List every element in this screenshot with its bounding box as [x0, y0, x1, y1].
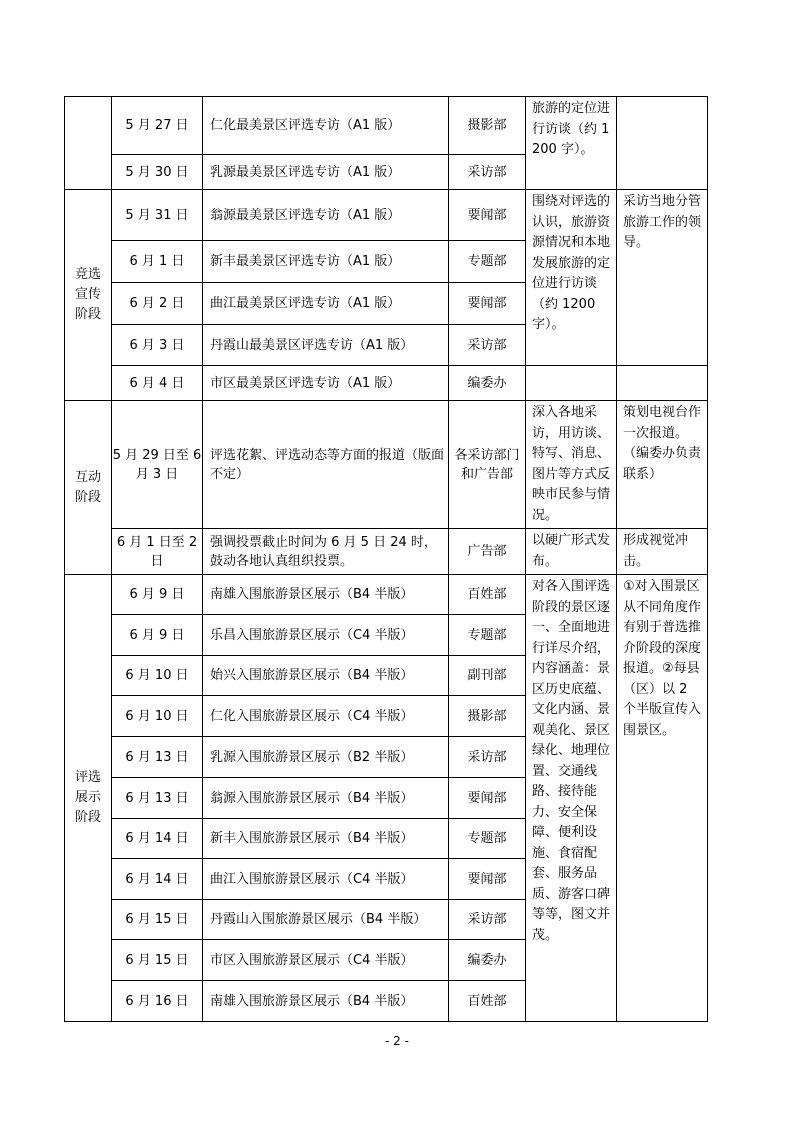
- description-cell: 旅游的定位进行访谈（约 1200 字）。: [526, 97, 617, 190]
- note-cell: [617, 97, 708, 190]
- content-cell: 曲江最美景区评选专访（A1 版）: [203, 283, 449, 325]
- date-cell: 6 月 9 日: [112, 615, 203, 656]
- content-cell: 仁化入围旅游景区展示（C4 半版）: [203, 696, 449, 737]
- dept-cell: 副刊部: [449, 656, 526, 696]
- date-cell: 6 月 4 日: [112, 366, 203, 401]
- content-cell: 翁源最美景区评选专访（A1 版）: [203, 190, 449, 241]
- content-cell: 翁源入围旅游景区展示（B4 半版）: [203, 778, 449, 819]
- description-cell: 以硬广形式发布。: [526, 529, 617, 575]
- schedule-table: [64, 96, 708, 1022]
- content-cell: 新丰入围旅游景区展示（B4 半版）: [203, 819, 449, 859]
- date-cell: 6 月 3 日: [112, 325, 203, 366]
- page-number: - 2 -: [385, 1034, 409, 1048]
- date-cell: 6 月 10 日: [112, 696, 203, 737]
- dept-cell: 采访部: [449, 900, 526, 940]
- dept-cell: 要闻部: [449, 283, 526, 325]
- content-cell: 强调投票截止时间为 6 月 5 日 24 时，鼓动各地认真组织投票。: [203, 529, 449, 575]
- content-cell: 曲江入围旅游景区展示（C4 半版）: [203, 859, 449, 900]
- dept-cell: 广告部: [449, 529, 526, 575]
- description-cell: 对各入围评选阶段的景区逐一、全面地进行详尽介绍，内容涵盖：景区历史底蕴、文化内涵、景观美化、景区绿化、地理位置、交通线路、接待能力、安全保障、便利设施、食宿配套、服务品质、游客口碑等等，图文并茂。: [526, 575, 617, 1022]
- content-cell: 仁化最美景区评选专访（A1 版）: [203, 97, 449, 155]
- dept-cell: 编委办: [449, 366, 526, 401]
- stage-cell: 评选展示阶段: [65, 575, 112, 1022]
- dept-cell: 采访部: [449, 737, 526, 778]
- dept-cell: 要闻部: [449, 190, 526, 241]
- date-cell: 5 月 27 日: [112, 97, 203, 155]
- date-cell: 6 月 10 日: [112, 656, 203, 696]
- stage-cell: 竞选宣传阶段: [65, 190, 112, 401]
- table-row: [65, 366, 708, 401]
- dept-cell: 百姓部: [449, 575, 526, 615]
- dept-cell: 摄影部: [449, 97, 526, 155]
- table-row: [65, 190, 708, 241]
- content-cell: 乳源入围旅游景区展示（B2 半版）: [203, 737, 449, 778]
- date-cell: 6 月 13 日: [112, 778, 203, 819]
- date-cell: 6 月 15 日: [112, 940, 203, 981]
- note-cell: 形成视觉冲击。: [617, 529, 708, 575]
- dept-cell: 要闻部: [449, 859, 526, 900]
- content-cell: 市区最美景区评选专访（A1 版）: [203, 366, 449, 401]
- stage-cell: [65, 97, 112, 190]
- content-cell: 市区入围旅游景区展示（C4 半版）: [203, 940, 449, 981]
- dept-cell: 采访部: [449, 325, 526, 366]
- table-row: [65, 575, 708, 615]
- date-cell: 6 月 1 日: [112, 241, 203, 283]
- description-cell: 深入各地采访，用访谈、特写、消息、图片等方式反映市民参与情况。: [526, 401, 617, 529]
- table-row: [65, 97, 708, 155]
- content-cell: 南雄入围旅游景区展示（B4 半版）: [203, 981, 449, 1022]
- dept-cell: 专题部: [449, 241, 526, 283]
- description-cell: 围绕对评选的认识，旅游资源情况和本地发展旅游的定位进行访谈（约 1200 字）。: [526, 190, 617, 366]
- content-cell: 乳源最美景区评选专访（A1 版）: [203, 155, 449, 190]
- content-cell: 乐昌入围旅游景区展示（C4 半版）: [203, 615, 449, 656]
- dept-cell: 百姓部: [449, 981, 526, 1022]
- dept-cell: 专题部: [449, 819, 526, 859]
- content-cell: 丹霞山最美景区评选专访（A1 版）: [203, 325, 449, 366]
- dept-cell: 要闻部: [449, 778, 526, 819]
- dept-cell: 专题部: [449, 615, 526, 656]
- content-cell: 评选花絮、评选动态等方面的报道（版面不定）: [203, 401, 449, 529]
- date-cell: 6 月 13 日: [112, 737, 203, 778]
- dept-cell: 摄影部: [449, 696, 526, 737]
- note-cell: 策划电视台作一次报道。（编委办负责联系）: [617, 401, 708, 529]
- date-cell: 5 月 31 日: [112, 190, 203, 241]
- note-cell: ①对入围景区从不同角度作有别于普选推介阶段的深度报道。②每县（区）以 2 个半版宣传入围景区。: [617, 575, 708, 1022]
- description-cell: [526, 366, 617, 401]
- stage-cell: 互动阶段: [65, 401, 112, 575]
- date-cell: 5 月 29 日至 6 月 3 日: [112, 401, 203, 529]
- dept-cell: 采访部: [449, 155, 526, 190]
- content-cell: 始兴入围旅游景区展示（B4 半版）: [203, 656, 449, 696]
- note-cell: 采访当地分管旅游工作的领导。: [617, 190, 708, 366]
- content-cell: 丹霞山入围旅游景区展示（B4 半版）: [203, 900, 449, 940]
- date-cell: 6 月 15 日: [112, 900, 203, 940]
- date-cell: 6 月 16 日: [112, 981, 203, 1022]
- date-cell: 6 月 1 日至 2 日: [112, 529, 203, 575]
- date-cell: 6 月 2 日: [112, 283, 203, 325]
- content-cell: 南雄入围旅游景区展示（B4 半版）: [203, 575, 449, 615]
- date-cell: 5 月 30 日: [112, 155, 203, 190]
- dept-cell: 各采访部门和广告部: [449, 401, 526, 529]
- content-cell: 新丰最美景区评选专访（A1 版）: [203, 241, 449, 283]
- table-row: [65, 529, 708, 575]
- note-cell: [617, 366, 708, 401]
- table-row: [65, 401, 708, 529]
- date-cell: 6 月 14 日: [112, 819, 203, 859]
- date-cell: 6 月 9 日: [112, 575, 203, 615]
- date-cell: 6 月 14 日: [112, 859, 203, 900]
- dept-cell: 编委办: [449, 940, 526, 981]
